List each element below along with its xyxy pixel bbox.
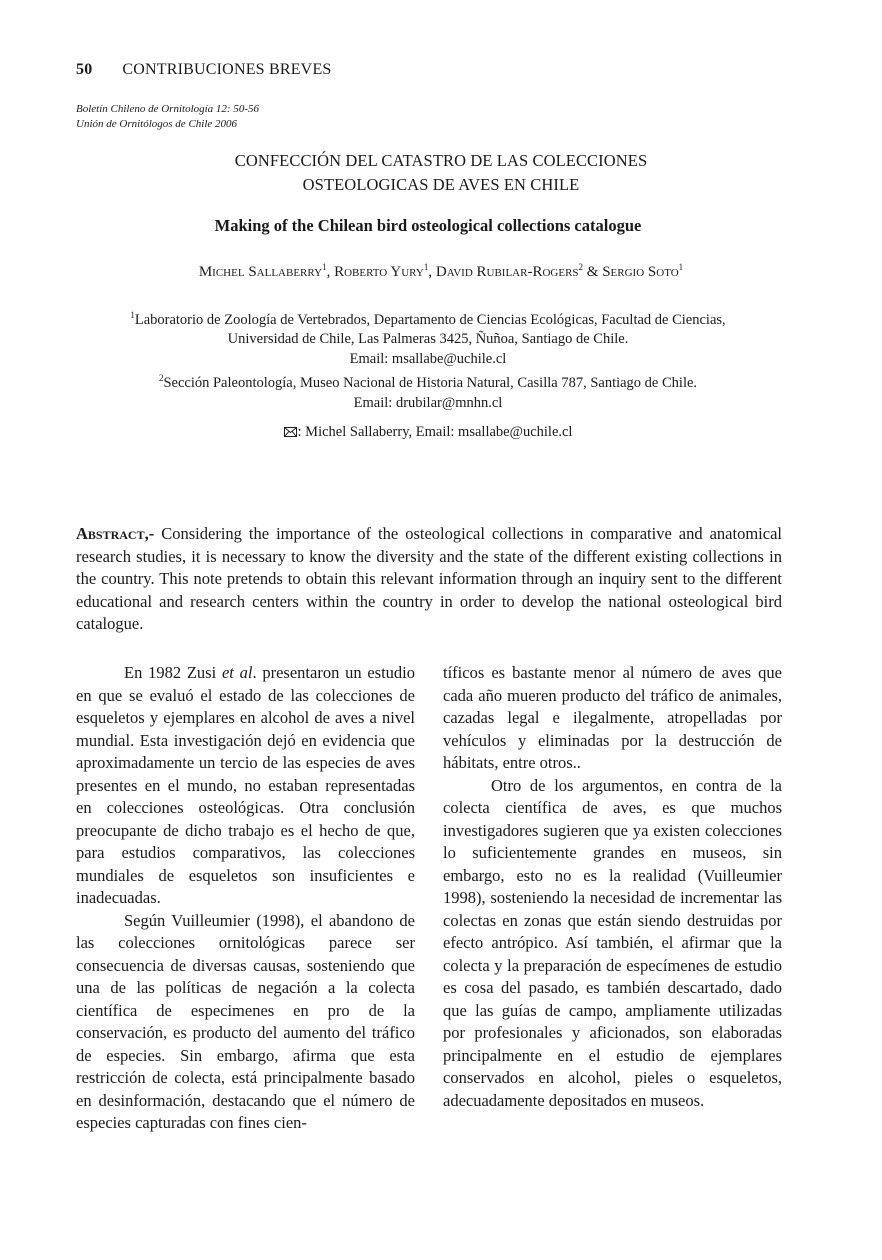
article-title: [0, 149, 882, 197]
corresponding-author: [0, 424, 856, 441]
paragraph: tíficos es bastante menor al número de aves que cada año mueren producto del tráfico de animales, cazadas legal e ilegalmente, atropelladas por vehículos y eliminadas por la destrucción de hábitats, entre otros..: [443, 663, 782, 772]
title-line-2: OSTEOLOGICAS DE AVES EN CHILE: [302, 175, 580, 194]
english-title: Making of the Chilean bird osteological collections catalogue: [214, 216, 642, 235]
author-name: Michel Sallaberry: [198, 264, 323, 280]
envelope-icon: [284, 427, 297, 437]
paragraph: [76, 662, 415, 910]
paragraph: Según Vuilleumier (1998), el abandono de las colecciones ornitológicas parece ser consecuencia de diversas causas, sosteniendo que una de las políticas de negación a la colecta científica de especimenes en pro de la conservación, es producto del aumento del tráfico de especies. Sin embargo, afirma que esta restricción de colecta, está principalmente basado en desinformación, destacando que el número de especies capturadas con fines cien-: [76, 910, 415, 1132]
affiliation-2-email: Email: drubilar@mnhn.cl: [353, 394, 503, 411]
title-line-1: CONFECCIÓN DEL CATASTRO DE LAS COLECCIONES: [234, 151, 648, 170]
author-affiliation-mark: 1: [678, 262, 684, 272]
paragraph-text: En 1982 Zusi: [124, 663, 222, 682]
journal-citation: [76, 102, 259, 132]
author-list: [0, 262, 882, 281]
abstract: [76, 523, 782, 636]
affiliation-mark: 1: [130, 310, 135, 320]
et-al-italic: et al: [221, 663, 253, 682]
author-separator: ,: [326, 264, 335, 280]
author-name: Sergio Soto: [602, 264, 679, 280]
page-number: 50: [76, 61, 93, 78]
author-affiliation-mark: 1: [423, 262, 429, 272]
author-name: David Rubilar-Rogers: [435, 264, 579, 280]
author-name: Roberto Yury: [334, 264, 424, 280]
affiliation-mark: 2: [158, 373, 164, 384]
author-affiliation-mark: 1: [322, 262, 327, 272]
author-separator: ,: [428, 264, 436, 280]
affiliations: [0, 306, 856, 413]
affiliation-text: Laboratorio de Zoología de Vertebrados, Departamento de Ciencias Ecológicas, Facultad de Ciencias,: [134, 311, 726, 328]
affiliation-2-line-1: [0, 369, 856, 393]
author-affiliation-mark: 2: [578, 262, 584, 272]
body-column-right: [443, 662, 782, 1112]
abstract-label: Abstract,-: [76, 524, 155, 543]
journal-line-1: Boletín Chileno de Ornitología 12: 50-56: [76, 103, 260, 115]
paragraph: Otro de los argumentos, en contra de la colecta científica de aves, es que muchos investigadores sugieren que ya existen colecciones lo suficientemente grandes en museos, sin embargo, esto no es la realidad (Vuilleumier 1998), sosteniendo la necesidad de incrementar las colectas en zonas que están siendo destruidas por efecto antrópico. Así también, el afirmar que la colecta y la preparación de especímenes de estudio es cosa del pasado, es también descartado, dado que las guías de campo, ampliamente utilizadas por profesionales y aficionados, son elaboradas principalmente en el estudio de ejemplares conservados en alcohol, pieles o esqueletos, adecuadamente depositados en museos.: [443, 775, 782, 1110]
affiliation-text: Sección Paleontología, Museo Nacional de Historia Natural, Casilla 787, Santiago de Chile.: [163, 375, 698, 392]
corresponding-author-text: : Michel Sallaberry, Email: msallabe@uchile.cl: [297, 424, 573, 440]
author-separator: &: [583, 264, 603, 280]
section-title: CONTRIBUCIONES BREVES: [122, 61, 332, 78]
paragraph-text: . presentaron un estudio en que se evaluó el estado de las colecciones de esqueletos y ejemplares en alcohol de aves a nivel mundial. Esta investigación dejó en evidencia que aproximadamente un tercio de las especies de aves presentes en el mundo, no estaban representadas en colecciones osteológicas. Otra conclusión preocupante de dicho trabajo es el hecho de que, para estudios comparativos, las colecciones mundiales de esqueletos son insuficientes e inadecuadas.: [76, 663, 415, 907]
body-column-left: [76, 662, 415, 1135]
running-header: [76, 61, 332, 79]
abstract-text: Considering the importance of the osteological collections in comparative and anatomical research studies, it is necessary to know the diversity and the state of the different existing collections in the country. This note pretends to obtain this relevant information through an inquiry sent to the different educational and research centers within the country in order to develop the national osteological bird catalogue.: [76, 524, 782, 633]
affiliation-1-email: Email: msallabe@uchile.cl: [349, 350, 507, 367]
affiliation-1-line-1: [0, 306, 856, 330]
journal-line-2: Unión de Ornitólogos de Chile 2006: [76, 118, 238, 130]
affiliation-1-line-2: Universidad de Chile, Las Palmeras 3425, Ñuñoa, Santiago de Chile.: [227, 331, 629, 348]
